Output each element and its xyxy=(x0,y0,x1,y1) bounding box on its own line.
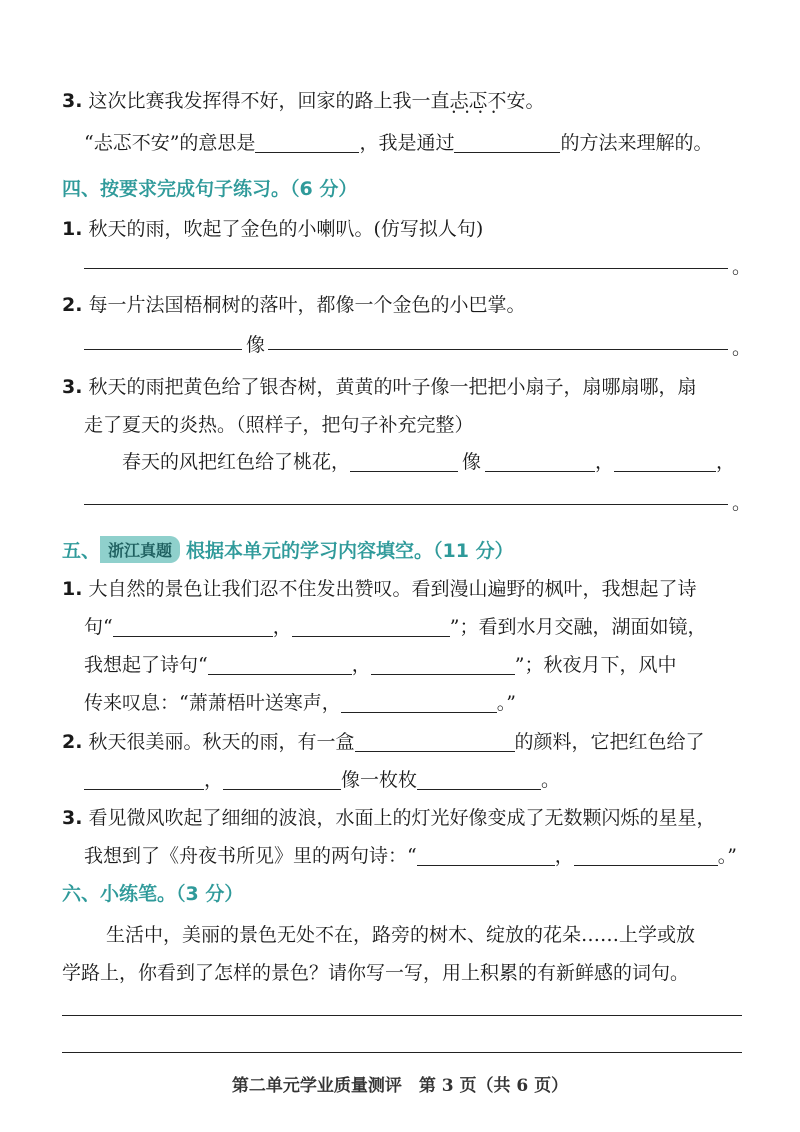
fill-text: ， xyxy=(595,451,615,473)
fill-text: 。 xyxy=(541,769,561,791)
question-text: 秋天的雨把黄色给了银杏树，黄黄的叶子像一把把小扇子，扇哪扇哪，扇 xyxy=(88,376,697,398)
fill-text: ， xyxy=(204,769,224,791)
s5-question-3 xyxy=(62,803,800,830)
prompt-text: 生活中，美丽的景色无处不在，路旁的树木、绽放的花朵……上学或放 xyxy=(106,924,696,946)
answer-blank[interactable] xyxy=(84,771,204,790)
question-text: 秋天的雨，吹起了金色的小喇叭。(仿写拟人句) xyxy=(88,218,484,240)
question-text: 每一片法国梧桐树的落叶，都像一个金色的小巴掌。 xyxy=(88,294,526,316)
fill-text: 句“ xyxy=(84,616,113,638)
answer-blank[interactable] xyxy=(223,771,341,790)
answer-blank[interactable] xyxy=(485,453,595,472)
prompt-text: 学路上，你看到了怎样的景色？请你写一写，用上积累的有新鲜感的词句。 xyxy=(62,962,690,984)
answer-blank[interactable] xyxy=(371,656,515,675)
section-heading: 根据本单元的学习内容填空。（11 分） xyxy=(186,540,514,562)
answer-blank[interactable] xyxy=(355,733,515,752)
answer-blank[interactable] xyxy=(208,656,352,675)
answer-blank[interactable] xyxy=(292,618,450,637)
writing-line[interactable] xyxy=(62,1015,742,1016)
question-text-end: 。 xyxy=(525,90,545,112)
s5-question-2 xyxy=(62,727,800,754)
answer-blank[interactable] xyxy=(574,847,718,866)
s4-q3-fill xyxy=(122,447,800,474)
period: 。 xyxy=(732,492,752,514)
question-number: 1. xyxy=(62,578,83,600)
section-5-title xyxy=(62,536,514,563)
question-number: 2. xyxy=(62,731,83,753)
writing-line[interactable] xyxy=(62,1052,742,1053)
answer-line[interactable] xyxy=(268,349,728,350)
fill-text: 的方法来理解的。 xyxy=(560,132,713,154)
question-3-prev xyxy=(62,86,800,113)
page-footer: 第二单元学业质量测评 第 3 页（共 6 页） xyxy=(231,1076,569,1096)
fill-text: 。” xyxy=(496,692,516,714)
answer-blank[interactable] xyxy=(113,618,273,637)
s5-q1-line4 xyxy=(84,688,800,715)
s4-question-2 xyxy=(62,290,800,317)
answer-blank[interactable] xyxy=(454,134,560,153)
period: 。 xyxy=(732,337,752,359)
fill-text: 像 xyxy=(246,334,266,356)
question-number: 1. xyxy=(62,218,83,240)
question-3-prev-fill xyxy=(84,128,800,155)
question-number: 3. xyxy=(62,807,83,829)
question-number: 3. xyxy=(62,90,83,112)
source-tag: 浙江真题 xyxy=(100,536,180,563)
answer-line[interactable] xyxy=(84,349,242,350)
section-6-title: 六、小练笔。（3 分） xyxy=(62,883,244,905)
s5-q2-line2 xyxy=(84,765,800,792)
answer-blank[interactable] xyxy=(350,453,458,472)
fill-text: 传来叹息：“萧萧梧叶送寒声， xyxy=(84,692,341,714)
fill-text: ， xyxy=(716,451,736,473)
fill-text: 像一枚枚 xyxy=(341,769,418,791)
fill-text: ”；秋夜月下，风中 xyxy=(514,654,677,676)
dotted-word: 忐忑不安 • • • • xyxy=(450,90,526,112)
fill-text: 。” xyxy=(717,845,737,867)
fill-text: ，我是通过 xyxy=(359,132,455,154)
s4-question-3 xyxy=(62,372,800,399)
fill-text: ， xyxy=(272,616,292,638)
answer-blank[interactable] xyxy=(417,847,555,866)
answer-blank[interactable] xyxy=(255,134,359,153)
s4-question-1 xyxy=(62,214,800,241)
question-number: 2. xyxy=(62,294,83,316)
period: 。 xyxy=(732,256,752,278)
fill-text: 像 xyxy=(462,451,482,473)
fill-text: 的颜料，它把红色给了 xyxy=(514,731,705,753)
s5-q3-line2 xyxy=(84,841,800,868)
fill-text: 我想起了诗句“ xyxy=(84,654,208,676)
question-text: 大自然的景色让我们忍不住发出赞叹。看到漫山遍野的枫叶，我想起了诗 xyxy=(88,578,697,600)
fill-text: 秋天很美丽。秋天的雨，有一盒 xyxy=(88,731,355,753)
question-number: 3. xyxy=(62,376,83,398)
fill-text: “忐忑不安”的意思是 xyxy=(84,132,256,154)
fill-text: ”；看到水月交融，湖面如镜， xyxy=(449,616,707,638)
fill-text: 春天的风把红色给了桃花， xyxy=(122,451,351,473)
answer-blank[interactable] xyxy=(341,694,497,713)
fill-text: 我想到了《舟夜书所见》里的两句诗：“ xyxy=(84,845,417,867)
question-text: 这次比赛我发挥得不好，回家的路上我一直 xyxy=(88,90,450,112)
section-4-title: 四、按要求完成句子练习。（6 分） xyxy=(62,178,358,200)
answer-line[interactable] xyxy=(84,504,728,505)
question-text: 走了夏天的炎热。（照样子，把句子补充完整） xyxy=(84,414,474,436)
s5-q1-line2 xyxy=(84,612,800,639)
fill-text: ， xyxy=(351,654,371,676)
answer-line[interactable] xyxy=(84,268,728,269)
s5-question-1 xyxy=(62,574,800,601)
answer-blank[interactable] xyxy=(417,771,541,790)
section-number: 五、 xyxy=(62,540,101,562)
s5-q1-line3 xyxy=(84,650,800,677)
question-text: 看见微风吹起了细细的波浪，水面上的灯光好像变成了无数颗闪烁的星星， xyxy=(88,807,716,829)
answer-blank[interactable] xyxy=(614,453,716,472)
fill-text: ， xyxy=(554,845,574,867)
